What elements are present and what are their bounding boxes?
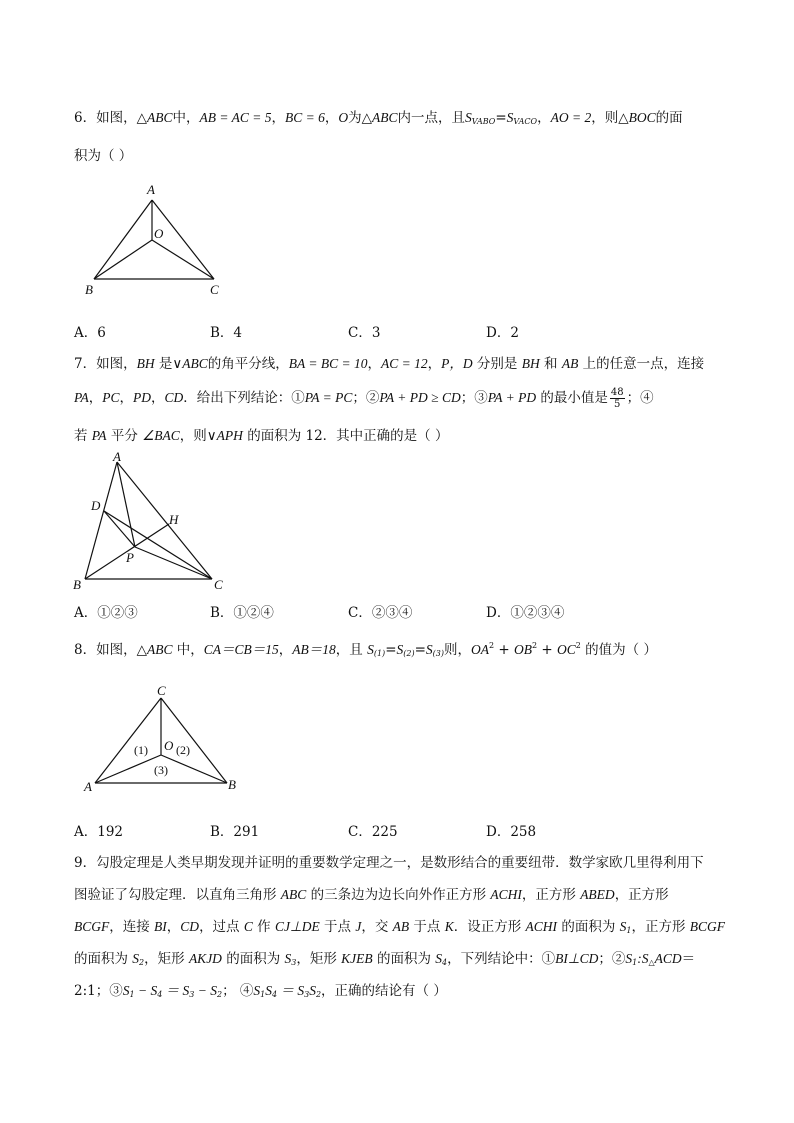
q6-stem-line2: 积为（ ） — [74, 148, 133, 164]
q7-fraction: $\frac{48}{5}$ — [610, 387, 624, 410]
q7-edge-pc — [135, 547, 212, 579]
q6-option-b[interactable]: B．4 — [210, 325, 243, 341]
q7-stem-line3: 若 PA 平分 ∠BAC，则∨APH 的面积为 12．其中正确的是（ ） — [74, 428, 449, 444]
q7-option-d[interactable]: D．①②③④ — [486, 605, 565, 621]
q9-stem-line5: 2:1；$③S_1 - S_4 = S_3 - S_2$； $④S_1S_4 = S_3S_2$，正确的结论有（ ） — [74, 983, 447, 999]
q7-label-d: D — [91, 498, 101, 513]
q8-label-c: C — [157, 683, 166, 698]
q7-option-b[interactable]: B．①②④ — [210, 605, 274, 621]
q8-label-b: B — [228, 777, 236, 792]
q8-option-c[interactable]: C．225 — [348, 824, 398, 840]
q8-figure — [80, 680, 250, 800]
q9-stem-line1: 9．勾股定理是人类早期发现并证明的重要数学定理之一，是数形结合的重要纽带．数学家欧几里得利用下 — [74, 855, 704, 871]
q7-label-a: A — [113, 449, 121, 464]
q7-label-h: H — [169, 512, 179, 527]
q8-edge-ob — [161, 755, 227, 783]
q6-figure — [80, 180, 230, 305]
q8-option-b[interactable]: B．291 — [210, 824, 260, 840]
q6-label-a: A — [147, 182, 155, 197]
q9-stem-line4: 的面积为 $S_2$，矩形 AKJD 的面积为 $S_3$，矩形 KJEB 的面积为 $S_4$，下列结论中：①BI⊥CD；$②S_1:S_\triangle ACD=$ — [74, 951, 696, 967]
q7-edge-pa — [117, 462, 135, 547]
q8-edge-oa — [95, 755, 161, 783]
q8-label-a: A — [84, 779, 92, 794]
q6-option-d[interactable]: D．2 — [486, 325, 519, 341]
q8-region-3: (3) — [154, 763, 168, 777]
q8-option-a[interactable]: A．192 — [74, 824, 124, 840]
q9-stem-line3: BCGF，连接 BI，CD，过点 C 作 CJ⊥DE 于点 J，交 AB 于点 K．设正方形 ACHI 的面积为 $S_1$，正方形 BCGF — [74, 919, 726, 935]
q6-label-c: C — [210, 282, 219, 297]
q7-stem-line1: 7．如图，BH 是∨ABC的角平分线，BA = BC = 10，AC = 12，P，D 分别是 BH 和 AB 上的任意一点，连接 — [74, 356, 705, 372]
q7-figure — [65, 446, 240, 594]
q8-region-1: (1) — [134, 743, 148, 757]
q7-options — [74, 601, 674, 619]
q7-edge-pd — [104, 511, 135, 547]
q7-edge-cd — [104, 511, 212, 579]
q7-label-p: P — [126, 550, 134, 565]
q6-label-o: O — [154, 226, 164, 241]
q6-stem-line1: 6．如图，△ABC中，AB = AC = 5，BC = 6，O为△ABC内一点，且$S_{VABO}=S_{VACO}$，AO = 2，则△BOC的面 — [74, 110, 683, 126]
q6-label-b: B — [85, 282, 93, 297]
q6-option-a[interactable]: A．6 — [74, 325, 106, 341]
q9-stem-line2: 图验证了勾股定理．以直角三角形 ABC 的三条边为边长向外作正方形 ACHI，正方形 ABED，正方形 — [74, 887, 669, 903]
q8-stem-line1: 8．如图，△ABC 中，CA＝CB＝15，AB＝18，且 $S_{(1)}=S_{(2)}=S_{(3)}$则，$OA^2 + OB^2 + OC^2$ 的值为（ ） — [74, 641, 657, 658]
q7-stem-line2: PA，PC，PD，CD．给出下列结论：①PA = PC；②PA + PD ≥ CD；③PA + PD 的最小值是 $\frac{48}{5}$ ；④ — [74, 387, 654, 410]
q7-label-b: B — [73, 577, 81, 592]
q8-label-o: O — [164, 738, 174, 753]
q6-edge-oc — [152, 240, 214, 279]
q8-option-d[interactable]: D．258 — [486, 824, 537, 840]
q6-edge-ob — [94, 240, 152, 279]
q6-options — [74, 321, 674, 339]
q7-label-c: C — [214, 577, 223, 592]
q6-option-c[interactable]: C．3 — [348, 325, 381, 341]
q6-edge-ab — [94, 200, 152, 279]
q7-option-a[interactable]: A．①②③ — [74, 605, 138, 621]
q7-option-c[interactable]: C．②③④ — [348, 605, 413, 621]
q8-region-2: (2) — [176, 743, 190, 757]
q8-edge-ca — [95, 698, 161, 783]
q8-options — [74, 820, 674, 838]
